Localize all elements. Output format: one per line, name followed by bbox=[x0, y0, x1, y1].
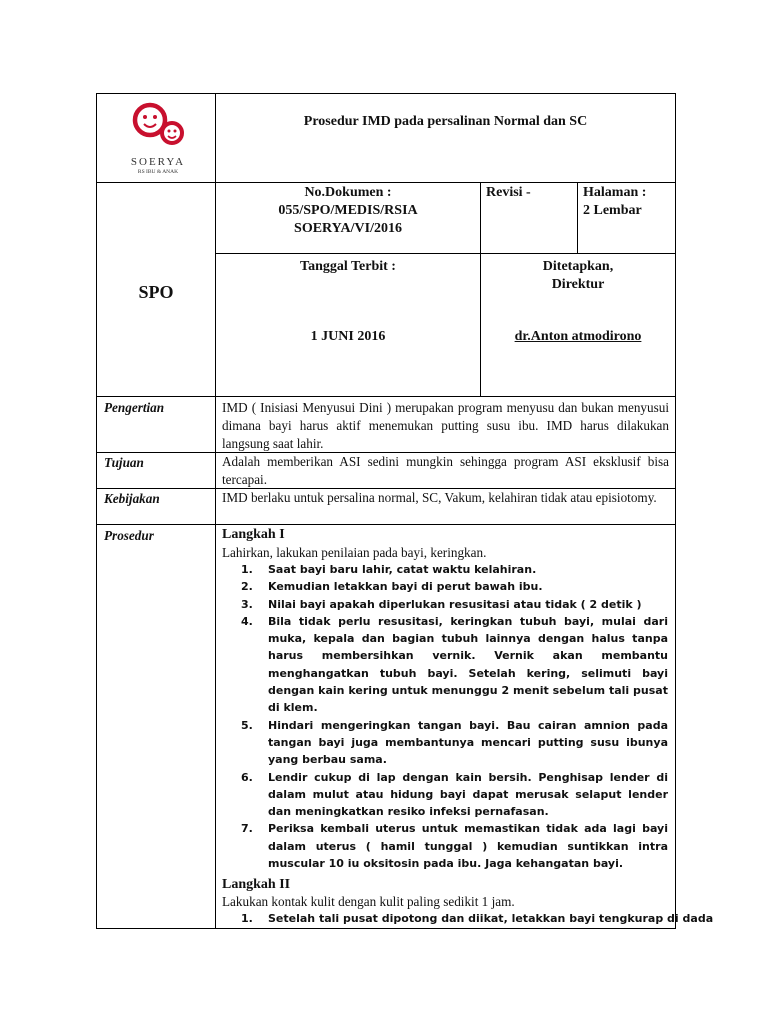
tujuan-text: Adalah memberikan ASI sedini mungkin sehingga program ASI eksklusif bisa tercapai. bbox=[222, 454, 669, 487]
prosedur-label: Prosedur bbox=[104, 528, 154, 543]
langkah-1-title: Langkah I bbox=[222, 527, 285, 542]
step-text: Bila tidak perlu resusitasi, keringkan tubuh bayi, mulai dari muka, kepala dan bagian tubuh lainnya dengan halus tanpa harus membersihkan vernik. Vernik akan membantu menghangatkan tubuh bayi. Setelah kering, selimuti bayi dengan kain kering untuk menunggu 2 menit sebelum tali pusat di klem. bbox=[268, 614, 668, 715]
direktur-name: dr.Anton atmodirono bbox=[514, 329, 642, 344]
list-item: 6. Lendir cukup di lap dengan kain bersih. Penghisap lender di dalam mulut atau hidung bayi dapat merusak selaput lender dan meningkatkan resiko infeksi pernafasan. bbox=[241, 770, 668, 819]
halaman-value: 2 Lembar bbox=[583, 203, 642, 218]
list-item: 3. Nilai bayi apakah diperlukan resusitasi atau tidak ( 2 detik ) bbox=[241, 597, 642, 611]
langkah-1-intro: Lahirkan, lakukan penilaian pada bayi, keringkan. bbox=[222, 545, 487, 560]
table-border-right bbox=[675, 93, 676, 929]
tujuan-label: Tujuan bbox=[104, 455, 144, 470]
row-divider-kebijakan bbox=[96, 524, 676, 525]
document-title: Prosedur IMD pada persalinan Normal dan SC bbox=[303, 114, 588, 129]
step-text: Hindari mengeringkan tangan bayi. Bau cairan amnion pada tangan bayi juga membantunya mencari putting susu ibunya yang berbau sama. bbox=[268, 718, 668, 767]
pengertian-label: Pengertian bbox=[104, 400, 165, 415]
doc-number-label: No.Dokumen : bbox=[304, 185, 392, 200]
list-item: 1. Saat bayi baru lahir, catat waktu kelahiran. bbox=[241, 563, 537, 576]
doc-number-value-line1: 055/SPO/MEDIS/RSIA bbox=[278, 203, 418, 218]
ditetapkan-label: Ditetapkan, bbox=[542, 259, 614, 274]
langkah-2-intro: Lakukan kontak kulit dengan kulit paling sedikit 1 jam. bbox=[222, 894, 515, 909]
row-divider-header bbox=[96, 182, 676, 183]
col-divider-halaman bbox=[577, 182, 578, 254]
langkah-2-steps bbox=[236, 910, 714, 928]
step-text: Nilai bayi apakah diperlukan resusitasi atau tidak ( 2 detik ) bbox=[268, 597, 642, 611]
doc-number-value-line2: SOERYA/VI/2016 bbox=[294, 221, 402, 236]
tanggal-terbit-label: Tanggal Terbit : bbox=[300, 259, 396, 274]
revisi-label: Revisi - bbox=[486, 185, 531, 200]
kebijakan-text: IMD berlaku untuk persalina normal, SC, Vakum, kelahiran tidak atau episiotomy. bbox=[222, 490, 657, 505]
halaman-label: Halaman : bbox=[583, 185, 647, 200]
table-border-left bbox=[96, 93, 97, 929]
pengertian-text: IMD ( Inisiasi Menyusui Dini ) merupakan program menyusu dan bukan menyusui dimana bayi harus aktif menemukan putting susu ibu. IMD harus dilakukan langsung saat lahir. bbox=[222, 400, 669, 451]
step-text: Setelah tali pusat dipotong dan diikat, letakkan bayi tengkurap di dada bbox=[268, 912, 714, 925]
row-divider-spo bbox=[96, 396, 676, 397]
step-text: Lendir cukup di lap dengan kain bersih. Penghisap lender di dalam mulut atau hidung bayi dapat merusak selaput lender dan meningkatkan resiko infeksi pernafasan. bbox=[268, 770, 668, 819]
mother-child-logo-icon bbox=[112, 96, 202, 158]
list-item: 2. Kemudian letakkan bayi di perut bawah ibu. bbox=[241, 580, 543, 594]
direktur-label: Direktur bbox=[551, 277, 605, 292]
list-item: 4. Bila tidak perlu resusitasi, keringkan tubuh bayi, mulai dari muka, kepala dan bagian tubuh lainnya dengan halus tanpa harus membersihkan vernik. Vernik akan membantu menghangatkan tubuh bayi. Setelah kering, selimuti bayi dengan kain kering untuk menunggu 2 menit sebelum tali pusat di klem. bbox=[241, 614, 668, 715]
table-border-bottom bbox=[96, 928, 676, 929]
list-item: 5. Hindari mengeringkan tangan bayi. Bau cairan amnion pada tangan bayi juga membantunya mencari putting susu ibunya yang berbau sama. bbox=[241, 718, 668, 767]
spo-label: SPO bbox=[138, 282, 174, 302]
row-divider-docinfo bbox=[215, 253, 676, 254]
step-text: Periksa kembali uterus untuk memastikan tidak ada lagi bayi dalam uterus ( hamil tunggal ) kemudian suntikkan intra muscular 10 iu oksitosin pada ibu. Jaga kehangatan bayi. bbox=[268, 822, 668, 871]
logo-brand: SOERYA bbox=[130, 156, 186, 168]
table-border-top bbox=[96, 93, 676, 94]
tanggal-terbit-value: 1 JUNI 2016 bbox=[310, 329, 386, 344]
langkah-2-title: Langkah II bbox=[222, 877, 291, 892]
step-text: Saat bayi baru lahir, catat waktu kelahiran. bbox=[268, 563, 537, 576]
kebijakan-label: Kebijakan bbox=[104, 491, 160, 506]
langkah-1-steps bbox=[236, 561, 668, 872]
logo-subtitle: RS IBU & ANAK bbox=[137, 169, 179, 175]
list-item: 1. Setelah tali pusat dipotong dan diikat, letakkan bayi tengkurap di dada bbox=[241, 912, 714, 925]
step-text: Kemudian letakkan bayi di perut bawah ibu. bbox=[268, 580, 543, 594]
list-item: 7. Periksa kembali uterus untuk memastikan tidak ada lagi bayi dalam uterus ( hamil tunggal ) kemudian suntikkan intra muscular 10 iu oksitosin pada ibu. Jaga kehangatan bayi. bbox=[241, 822, 668, 871]
hospital-logo bbox=[112, 96, 202, 180]
